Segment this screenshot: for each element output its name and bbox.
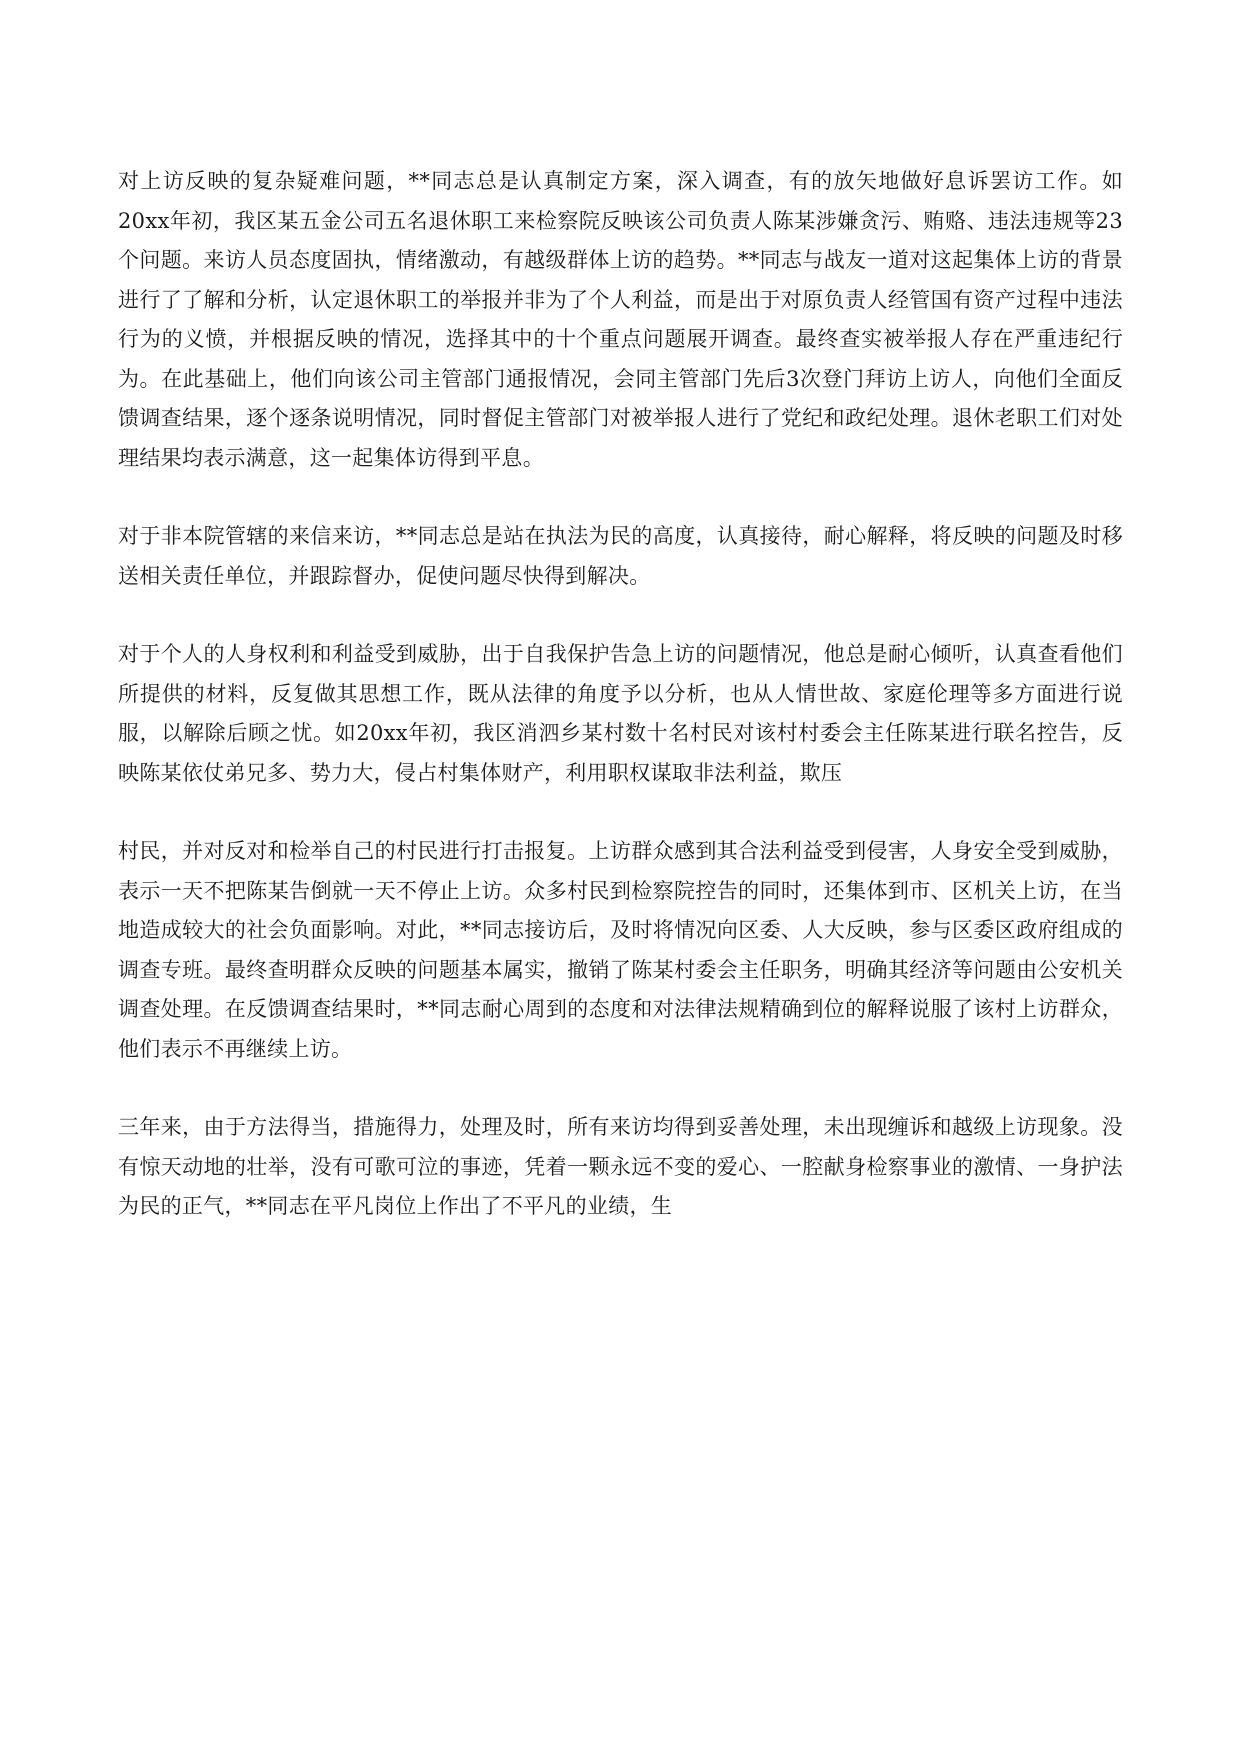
paragraph-gap: [118, 478, 1123, 517]
paragraph-personal-rights-threat: 对于个人的人身权利和利益受到威胁，出于自我保护告急上访的问题情况，他总是耐心倾听，认真查看他们所提供的材料，反复做其思想工作，既从法律的角度予以分析，也从人情世故、家庭伦理等多方面进行说服，以解除后顾之忧。如20xx年初，我区消泗乡某村数十名村民对该村村委会主任陈某进行联名控告，反映陈某依仗弟兄多、势力大，侵占村集体财产，利用职权谋取非法利益，欺压: [118, 642, 1123, 785]
paragraph-gap: [118, 596, 1123, 635]
paragraph-gap: [118, 793, 1123, 832]
document-body: [118, 162, 1123, 1227]
paragraph-three-years-summary: 三年来，由于方法得当，措施得力，处理及时，所有来访均得到妥善处理，未出现缠诉和越级上访现象。没有惊天动地的壮举，没有可歌可泣的事迹，凭着一颗永远不变的爱心、一腔献身检察事业的激情、一身护法为民的正气，**同志在平凡岗位上作出了不平凡的业绩，生: [118, 1115, 1123, 1218]
paragraph-villager-retaliation: 村民，并对反对和检举自己的村民进行打击报复。上访群众感到其合法利益受到侵害，人身安全受到威胁，表示一天不把陈某告倒就一天不停止上访。众多村民到检察院控告的同时，还集体到市、区机关上访，在当地造成较大的社会负面影响。对此，**同志接访后，及时将情况向区委、人大反映，参与区委区政府组成的调查专班。最终查明群众反映的问题基本属实，撤销了陈某村委会主任职务，明确其经济等问题由公安机关调查处理。在反馈调查结果时，**同志耐心周到的态度和对法律法规精确到位的解释说服了该村上访群众，他们表示不再继续上访。: [118, 839, 1123, 1061]
paragraph-complex-petitions: 对上访反映的复杂疑难问题，**同志总是认真制定方案，深入调查，有的放矢地做好息诉罢访工作。如20xx年初，我区某五金公司五名退休职工来检察院反映该公司负责人陈某涉嫌贪污、贿赂、违法违规等23个问题。来访人员态度固执，情绪激动，有越级群体上访的趋势。**同志与战友一道对这起集体上访的背景进行了了解和分析，认定退休职工的举报并非为了个人利益，而是出于对原负责人经管国有资产过程中违法行为的义愤，并根据反映的情况，选择其中的十个重点问题展开调查。最终查实被举报人存在严重违纪行为。在此基础上，他们向该公司主管部门通报情况，会同主管部门先后3次登门拜访上访人，向他们全面反馈调查结果，逐个逐条说明情况，同时督促主管部门对被举报人进行了党纪和政纪处理。退休老职工们对处理结果均表示满意，这一起集体访得到平息。: [118, 169, 1123, 470]
paragraph-gap: [118, 1069, 1123, 1108]
paragraph-non-jurisdiction-letters: 对于非本院管辖的来信来访，**同志总是站在执法为民的高度，认真接待，耐心解释，将反映的问题及时移送相关责任单位，并跟踪督办，促使问题尽快得到解决。: [118, 524, 1123, 588]
